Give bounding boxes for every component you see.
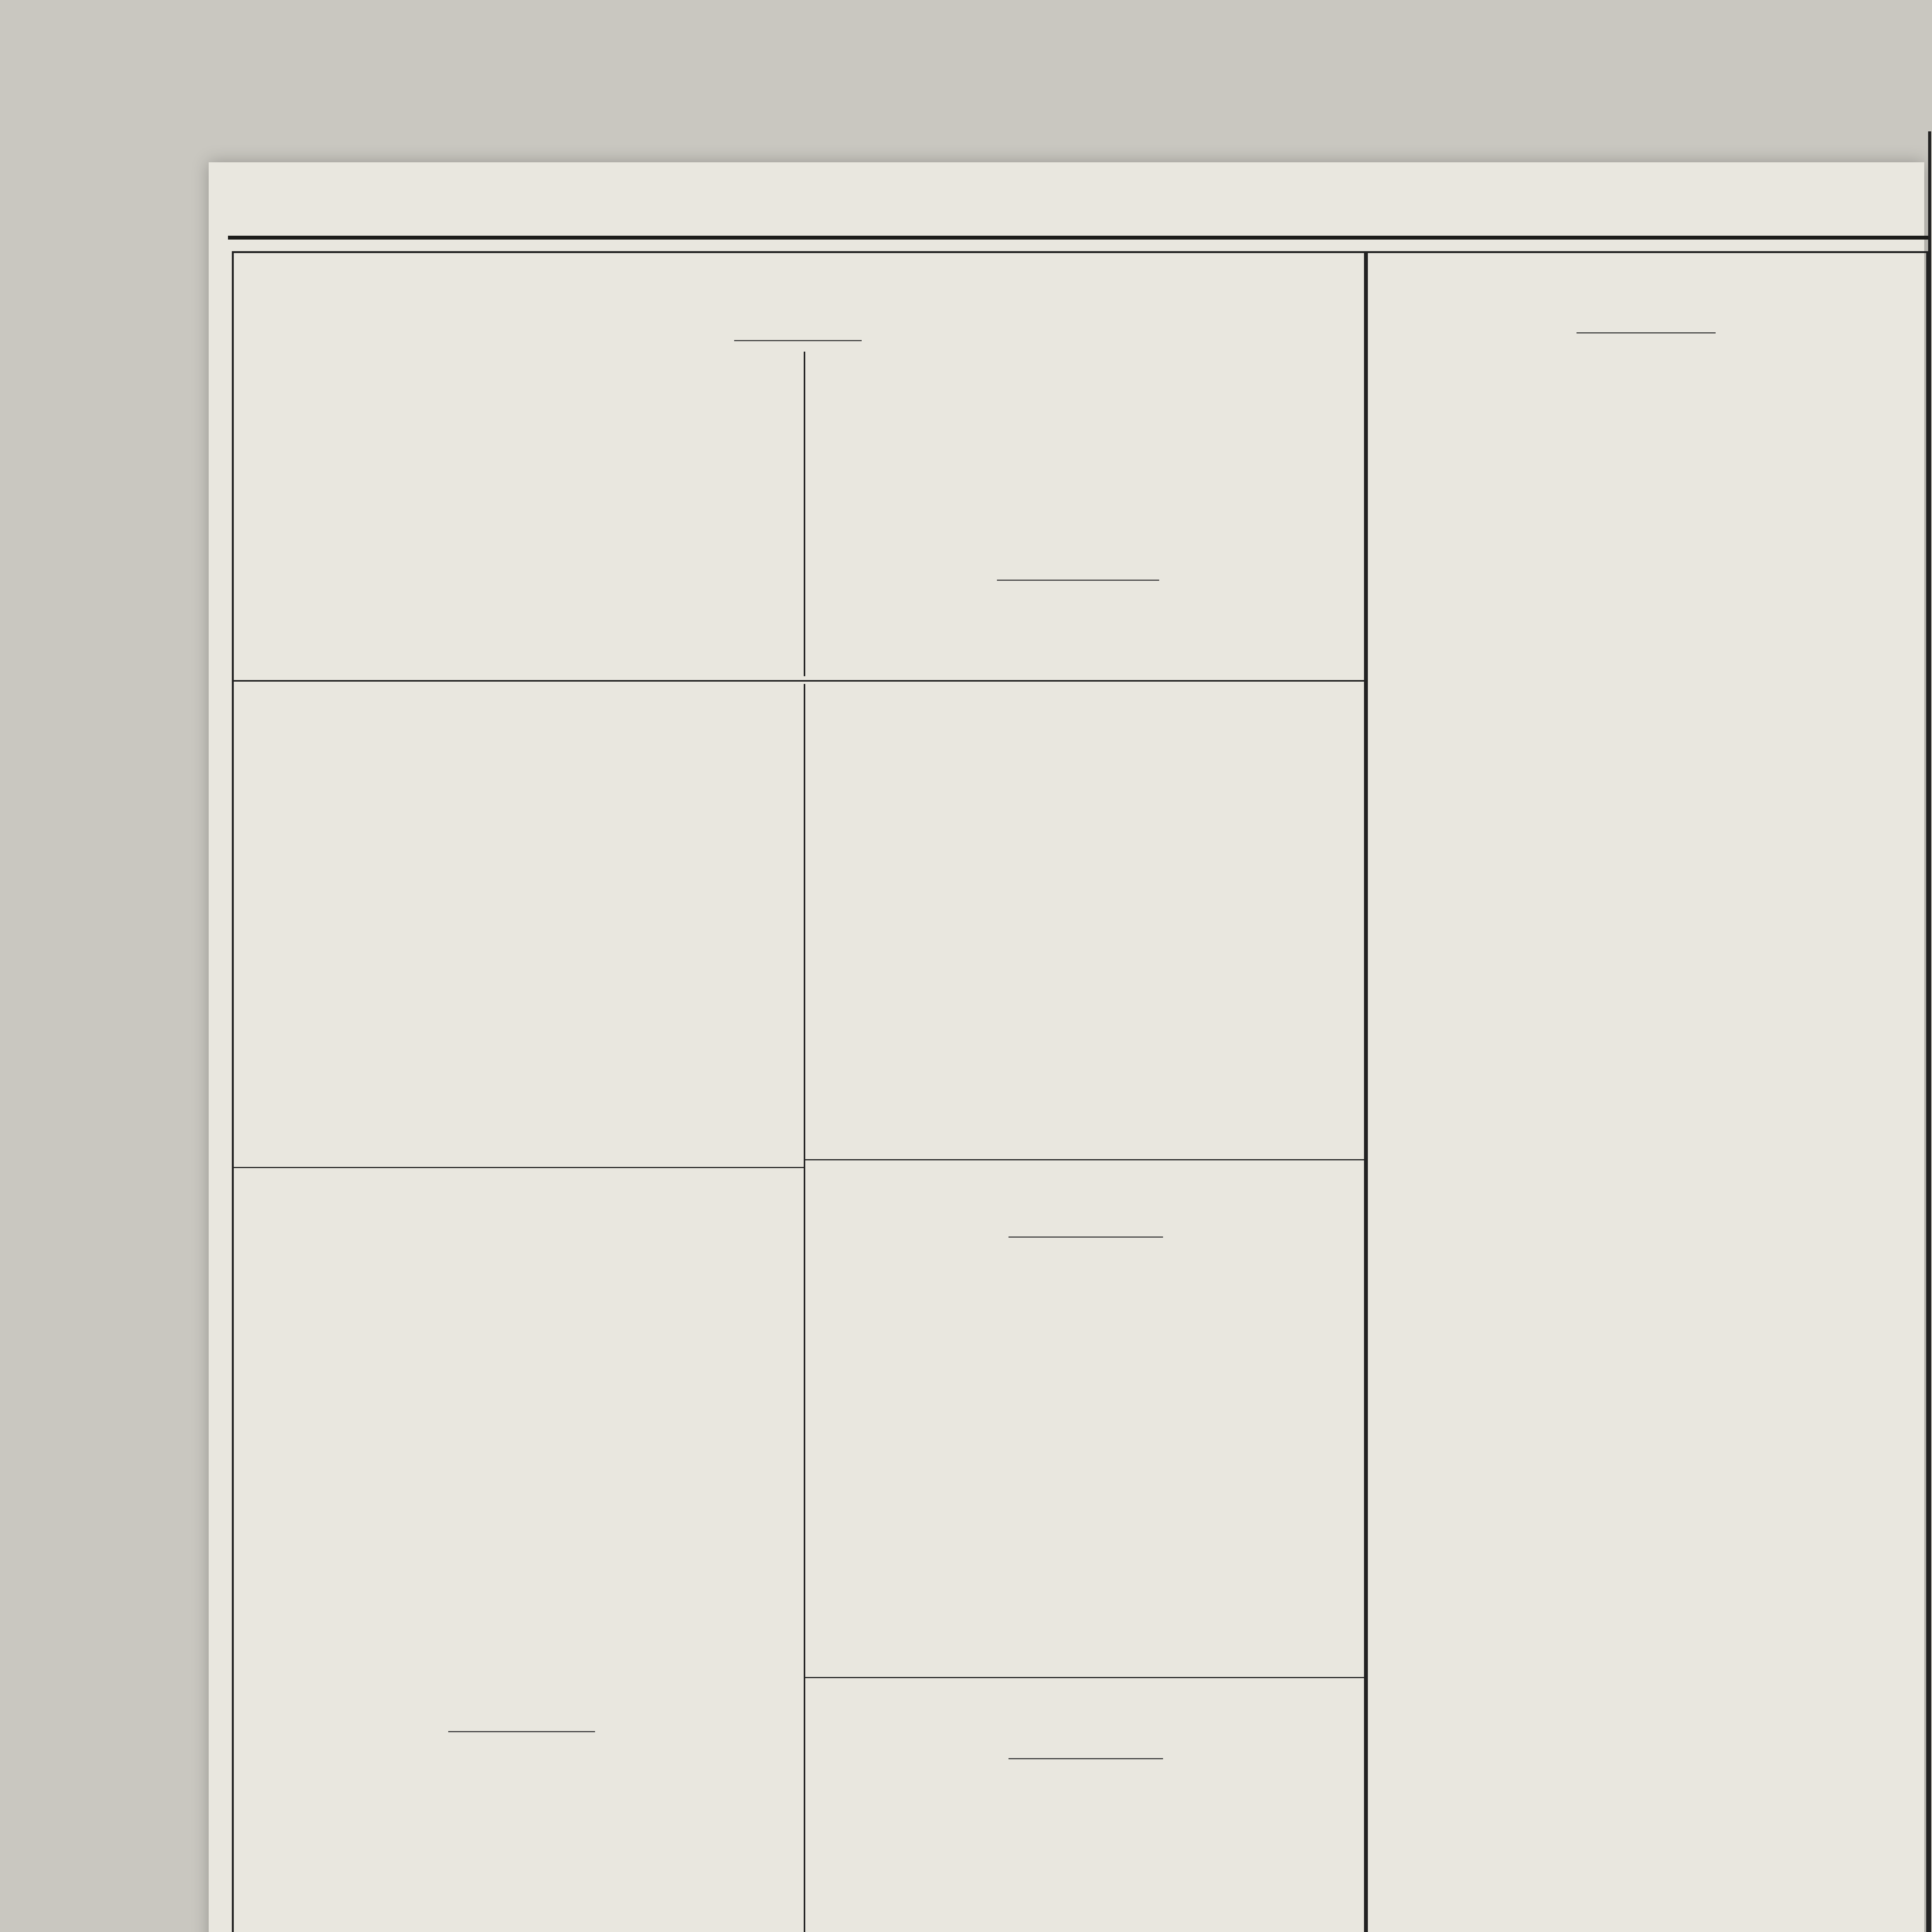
horizontal-divider (232, 680, 1364, 682)
section-rule (448, 1731, 595, 1732)
section-rule (1009, 1236, 1163, 1238)
extraits-reglement-box (1364, 251, 1928, 1932)
section-rule (1009, 1758, 1163, 1759)
column-divider (804, 684, 805, 1932)
chambre-syndicale-box (232, 251, 1368, 1932)
column-divider (804, 352, 805, 676)
header-rule (228, 236, 1928, 240)
title-rule (734, 340, 862, 341)
section-divider (804, 1159, 1364, 1160)
section-divider (232, 1167, 804, 1168)
section-rule (997, 580, 1159, 581)
adjacent-page-edge (1928, 131, 1932, 1932)
page-header (263, 193, 1886, 228)
section-rule (1577, 332, 1716, 333)
section-divider (804, 1677, 1364, 1678)
